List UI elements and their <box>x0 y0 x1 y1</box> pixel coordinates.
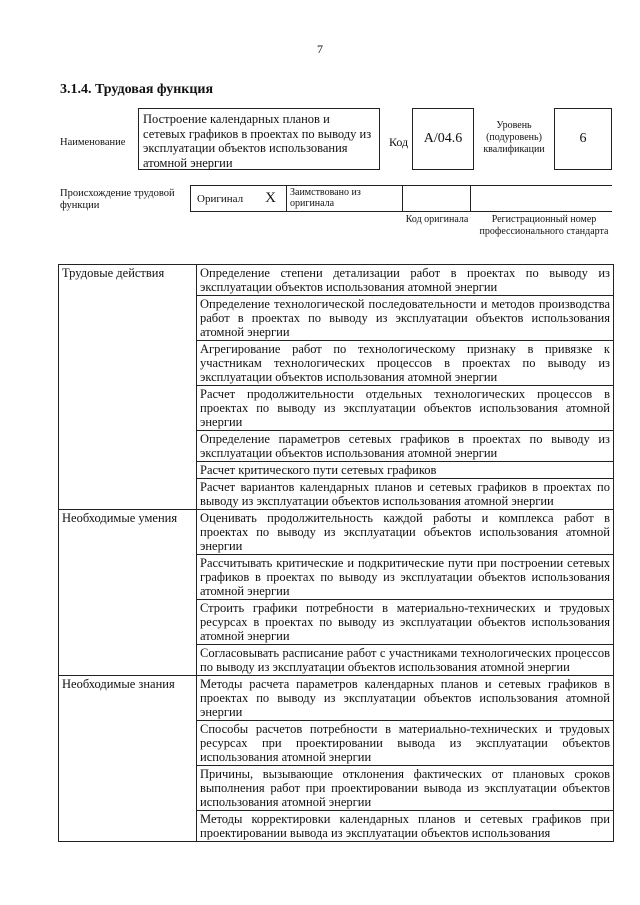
section-item: Способы расчетов потребности в материально-технических и трудовых ресурсах при проектировании вывода из эксплуатации объектов использования атомной энергии <box>197 721 614 766</box>
function-table <box>58 264 614 842</box>
section-item: Расчет критического пути сетевых графиков <box>197 462 614 479</box>
origin-row <box>190 185 612 212</box>
level-label: Уровень (подуровень) квалификации <box>483 120 545 155</box>
table-row <box>59 510 614 555</box>
name-label: Наименование <box>60 137 126 148</box>
section-item: Определение технологической последовательности и методов производства работ в проектах по выводу из эксплуатации объектов использования атомной энергии <box>197 296 614 341</box>
level-value: 6 <box>554 108 612 170</box>
table-row <box>59 676 614 721</box>
section-item: Агрегирование работ по технологическому признаку в привязке к участникам технологических процессов в проектах по выводу из эксплуатации объектов использования атомной энергии <box>197 341 614 386</box>
code-label: Код <box>389 135 409 149</box>
borrowed-label: Заимствовано из оригинала <box>287 186 403 211</box>
section-label: Трудовые действия <box>59 265 197 510</box>
section-title: 3.1.4. Трудовая функция <box>60 82 214 97</box>
section-label: Необходимые знания <box>59 676 197 842</box>
original-mark: Х <box>255 186 287 211</box>
page-number: 7 <box>317 42 323 56</box>
section-item: Определение параметров сетевых графиков в проектах по выводу из эксплуатации объектов использования атомной энергии <box>197 431 614 462</box>
code-original-cell <box>403 186 471 211</box>
section-item: Определение степени детализации работ в проектах по выводу из эксплуатации объектов использования атомной энергии <box>197 265 614 296</box>
code-value: А/04.6 <box>412 108 474 170</box>
section-item: Методы расчета параметров календарных планов и сетевых графиков в проектах по выводу из эксплуатации объектов использования атомной энергии <box>197 676 614 721</box>
section-item: Оценивать продолжительность каждой работы и комплекса работ в проектах по выводу из эксплуатации объектов использования атомной энергии <box>197 510 614 555</box>
section-item: Расчет вариантов календарных планов и сетевых графиков в проектах по выводу из эксплуатации объектов использования атомной энергии <box>197 479 614 510</box>
name-value: Построение календарных планов и сетевых графиков в проектах по выводу из эксплуатации объектов использования атомной энергии <box>138 108 380 170</box>
reg-number-caption: Регистрационный номер профессионального стандарта <box>479 214 609 237</box>
origin-label: Происхождение трудовой функции <box>60 188 175 211</box>
reg-number-cell <box>471 186 613 211</box>
section-label: Необходимые умения <box>59 510 197 676</box>
section-item: Согласовывать расписание работ с участниками технологических процессов по выводу из эксплуатации объектов использования атомной энергии <box>197 645 614 676</box>
section-item: Расчет продолжительности отдельных технологических процессов в проектах по выводу из эксплуатации объектов использования атомной энергии <box>197 386 614 431</box>
table-row <box>59 265 614 296</box>
code-original-caption: Код оригинала <box>405 214 469 225</box>
section-item: Причины, вызывающие отклонения фактических от плановых сроков выполнения работ при проектировании вывода из эксплуатации объектов использования атомной энергии <box>197 766 614 811</box>
section-item: Рассчитывать критические и подкритические пути при построении сетевых графиков в проектах по выводу из эксплуатации объектов использования атомной энергии <box>197 555 614 600</box>
section-item: Методы корректировки календарных планов и сетевых графиков при проектировании вывода из эксплуатации объектов использования <box>197 811 614 842</box>
original-label: Оригинал <box>197 193 244 205</box>
section-item: Строить графики потребности в материально-технических и трудовых ресурсах в проектах по выводу из эксплуатации объектов использования атомной энергии <box>197 600 614 645</box>
